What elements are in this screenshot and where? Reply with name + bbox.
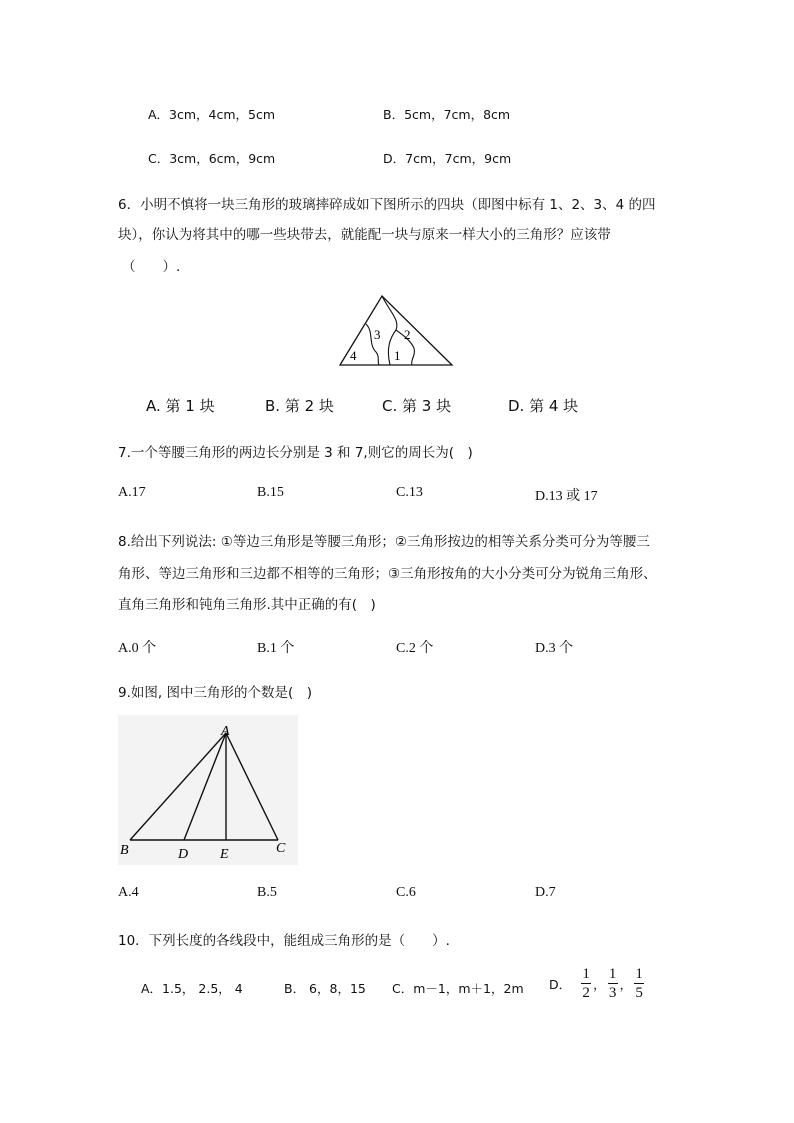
q9-option-c: C.6 bbox=[396, 885, 416, 900]
vertex-label-b: B bbox=[120, 843, 129, 858]
q10-text: 10．下列长度的各线段中，能组成三角形的是（ ）. bbox=[118, 933, 450, 949]
q7-text: 7.一个等腰三角形的两边长分别是 3 和 7,则它的周长为( ) bbox=[118, 445, 473, 461]
q6-option-a: A. 第 1 块 bbox=[146, 397, 215, 415]
q8-option-a: A.0 个 bbox=[118, 641, 157, 656]
q10-option-d bbox=[549, 966, 646, 1001]
q5-option-d: D．7cm，7cm，9cm bbox=[383, 151, 512, 166]
q9-option-d: D.7 bbox=[535, 885, 556, 900]
q5-option-a: A．3cm，4cm，5cm bbox=[148, 107, 276, 122]
q8-option-c: C.2 个 bbox=[396, 641, 434, 656]
vertex-label-e: E bbox=[220, 847, 229, 862]
q8-text-line3: 直角三角形和钝角三角形.其中正确的有( ) bbox=[118, 597, 376, 613]
fraction-separator: ， bbox=[593, 976, 606, 992]
q10-option-d-label: D． bbox=[549, 976, 572, 992]
fraction-denominator: 3 bbox=[608, 985, 617, 1001]
q8-text-line1: 8.给出下列说法: ①等边三角形是等腰三角形；②三角形按边的相等关系分类可分为等腰三 bbox=[118, 534, 650, 550]
q6-text-line3: （ ）. bbox=[122, 259, 181, 275]
q9-triangle-figure bbox=[118, 715, 298, 865]
vertex-label-c: C bbox=[276, 841, 286, 856]
piece-label-2: 2 bbox=[404, 327, 411, 342]
q6-option-d: D. 第 4 块 bbox=[508, 397, 579, 415]
q7-option-c: C.13 bbox=[396, 485, 423, 500]
fraction-one-third bbox=[608, 966, 618, 1001]
q8-option-d: D.3 个 bbox=[535, 641, 574, 656]
fraction-numerator: 1 bbox=[635, 966, 643, 982]
fraction-one-fifth bbox=[634, 966, 644, 1001]
fraction-numerator: 1 bbox=[608, 966, 617, 982]
q6-option-b: B. 第 2 块 bbox=[265, 397, 334, 415]
q10-option-b: B． 6，8，15 bbox=[284, 981, 366, 996]
q8-text-line2: 角形、等边三角形和三边都不相等的三角形；③三角形按角的大小分类可分为锐角三角形、 bbox=[118, 566, 657, 582]
q5-option-b: B．5cm，7cm，8cm bbox=[383, 107, 511, 122]
q6-text-line2: 块），你认为将其中的哪一些块带去，就能配一块与原来一样大小的三角形？应该带 bbox=[118, 227, 611, 243]
q6-text-line1: 6．小明不慎将一块三角形的玻璃摔碎成如下图所示的四块（即图中标有 1、2、3、4 的四 bbox=[118, 197, 656, 213]
vertex-label-d: D bbox=[178, 847, 189, 862]
q7-option-d: D.13 或 17 bbox=[535, 489, 598, 504]
q7-option-b: B.15 bbox=[257, 485, 284, 500]
vertex-label-a: A bbox=[221, 724, 230, 739]
q9-option-b: B.5 bbox=[257, 885, 277, 900]
fraction-one-half bbox=[581, 966, 591, 1001]
piece-label-3: 3 bbox=[374, 327, 381, 342]
fraction-denominator: 5 bbox=[635, 985, 643, 1001]
q9-option-a: A.4 bbox=[118, 885, 139, 900]
piece-label-1: 1 bbox=[394, 348, 401, 363]
q6-option-c: C. 第 3 块 bbox=[382, 397, 452, 415]
q6-broken-glass-figure bbox=[330, 290, 460, 370]
q9-text: 9.如图, 图中三角形的个数是( ) bbox=[118, 685, 312, 701]
fraction-numerator: 1 bbox=[582, 966, 590, 982]
q10-option-a: A．1.5， 2.5， 4 bbox=[141, 981, 243, 996]
q5-option-c: C．3cm，6cm，9cm bbox=[148, 151, 276, 166]
q8-option-b: B.1 个 bbox=[257, 641, 295, 656]
q7-option-a: A.17 bbox=[118, 485, 146, 500]
q10-option-c: C．m－1，m＋1，2m bbox=[392, 981, 524, 996]
fraction-denominator: 2 bbox=[582, 985, 590, 1001]
piece-label-4: 4 bbox=[350, 348, 357, 363]
fraction-separator: ， bbox=[619, 976, 633, 992]
